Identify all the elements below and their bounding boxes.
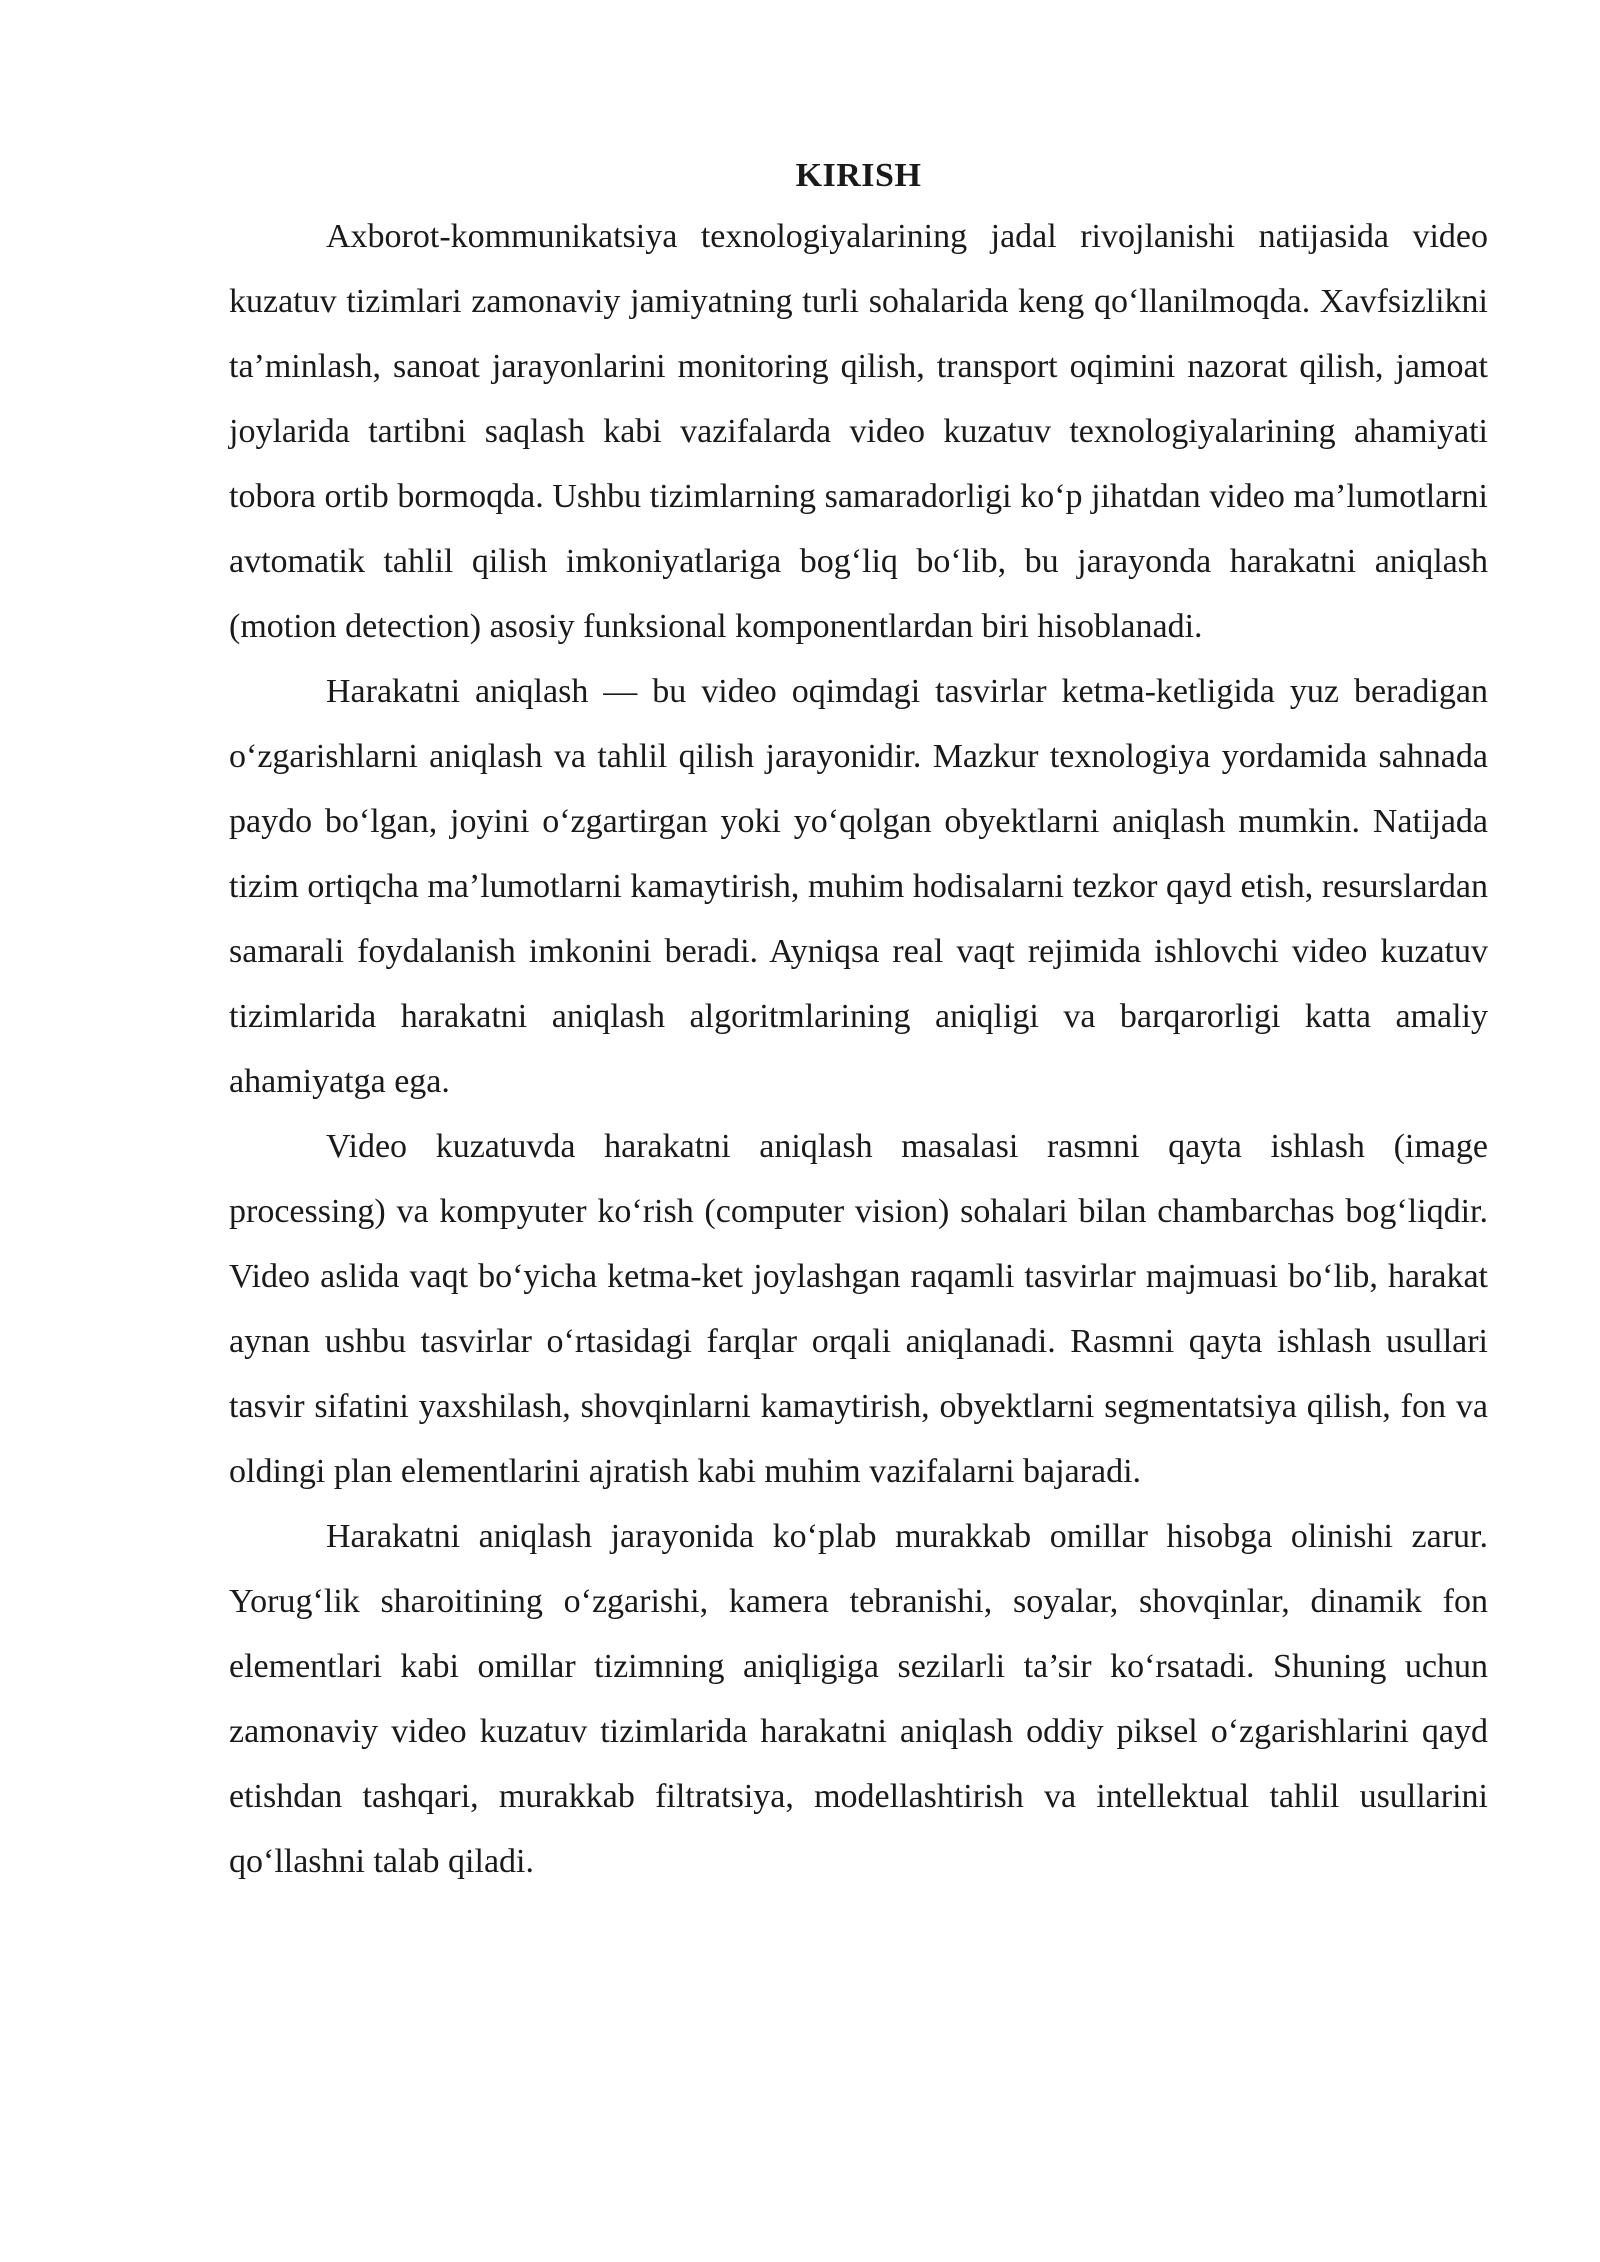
- paragraph-4: Harakatni aniqlash jarayonida ko‘plab murakkab omillar hisobga olinishi zarur. Yorug‘lik sharoitining o‘zgarishi, kamera tebranishi, soyalar, shovqinlar, dinamik fon elementlari kabi omillar tizimning aniqligiga sezilarli ta’sir ko‘rsatadi. Shuning uchun zamonaviy video kuzatuv tizimlarida harakatni aniqlash oddiy piksel o‘zgarishlarini qayd etishdan tashqari, murakkab filtratsiya, modellashtirish va intellektual tahlil usullarini qo‘llashni talab qiladi.: [229, 1518, 1488, 1880]
- paragraph-1: Axborot-kommunikatsiya texnologiyalarining jadal rivojlanishi natijasida video kuzatuv tizimlari zamonaviy jamiyatning turli sohalarida keng qo‘llanilmoqda. Xavfsizlikni ta’minlash, sanoat jarayonlarini monitoring qilish, transport oqimini nazorat qilish, jamoat joylarida tartibni saqlash kabi vazifalarda video kuzatuv texnologiyalarining ahamiyati tobora ortib bormoqda. Ushbu tizimlarning samaradorligi ko‘p jihatdan video ma’lumotlarni avtomatik tahlil qilish imkoniyatlariga bog‘liq bo‘lib, bu jarayonda harakatni aniqlash (motion detection) asosiy funksional komponentlardan biri hisoblanadi.: [229, 218, 1488, 645]
- paragraph-3: Video kuzatuvda harakatni aniqlash masalasi rasmni qayta ishlash (image processing) va kompyuter ko‘rish (computer vision) sohalari bilan chambarchas bog‘liqdir. Video aslida vaqt bo‘yicha ketma-ket joylashgan raqamli tasvirlar majmuasi bo‘lib, harakat aynan ushbu tasvirlar o‘rtasidagi farqlar orqali aniqlanadi. Rasmni qayta ishlash usullari tasvir sifatini yaxshilash, shovqinlarni kamaytirish, obyektlarni segmentatsiya qilish, fon va oldingi plan elementlarini ajratish kabi muhim vazifalarni bajaradi.: [229, 1128, 1488, 1490]
- section-title: KIRISH: [795, 157, 922, 194]
- paragraph-2: Harakatni aniqlash — bu video oqimdagi tasvirlar ketma-ketligida yuz beradigan o‘zgarishlarni aniqlash va tahlil qilish jarayonidir. Mazkur texnologiya yordamida sahnada paydo bo‘lgan, joyini o‘zgartirgan yoki yo‘qolgan obyektlarni aniqlash mumkin. Natijada tizim ortiqcha ma’lumotlarni kamaytirish, muhim hodisalarni tezkor qayd etish, resurslardan samarali foydalanish imkonini beradi. Ayniqsa real vaqt rejimida ishlovchi video kuzatuv tizimlarida harakatni aniqlash algoritmlarining aniqligi va barqarorligi katta amaliy ahamiyatga ega.: [229, 673, 1488, 1100]
- document-body: [229, 148, 1488, 1894]
